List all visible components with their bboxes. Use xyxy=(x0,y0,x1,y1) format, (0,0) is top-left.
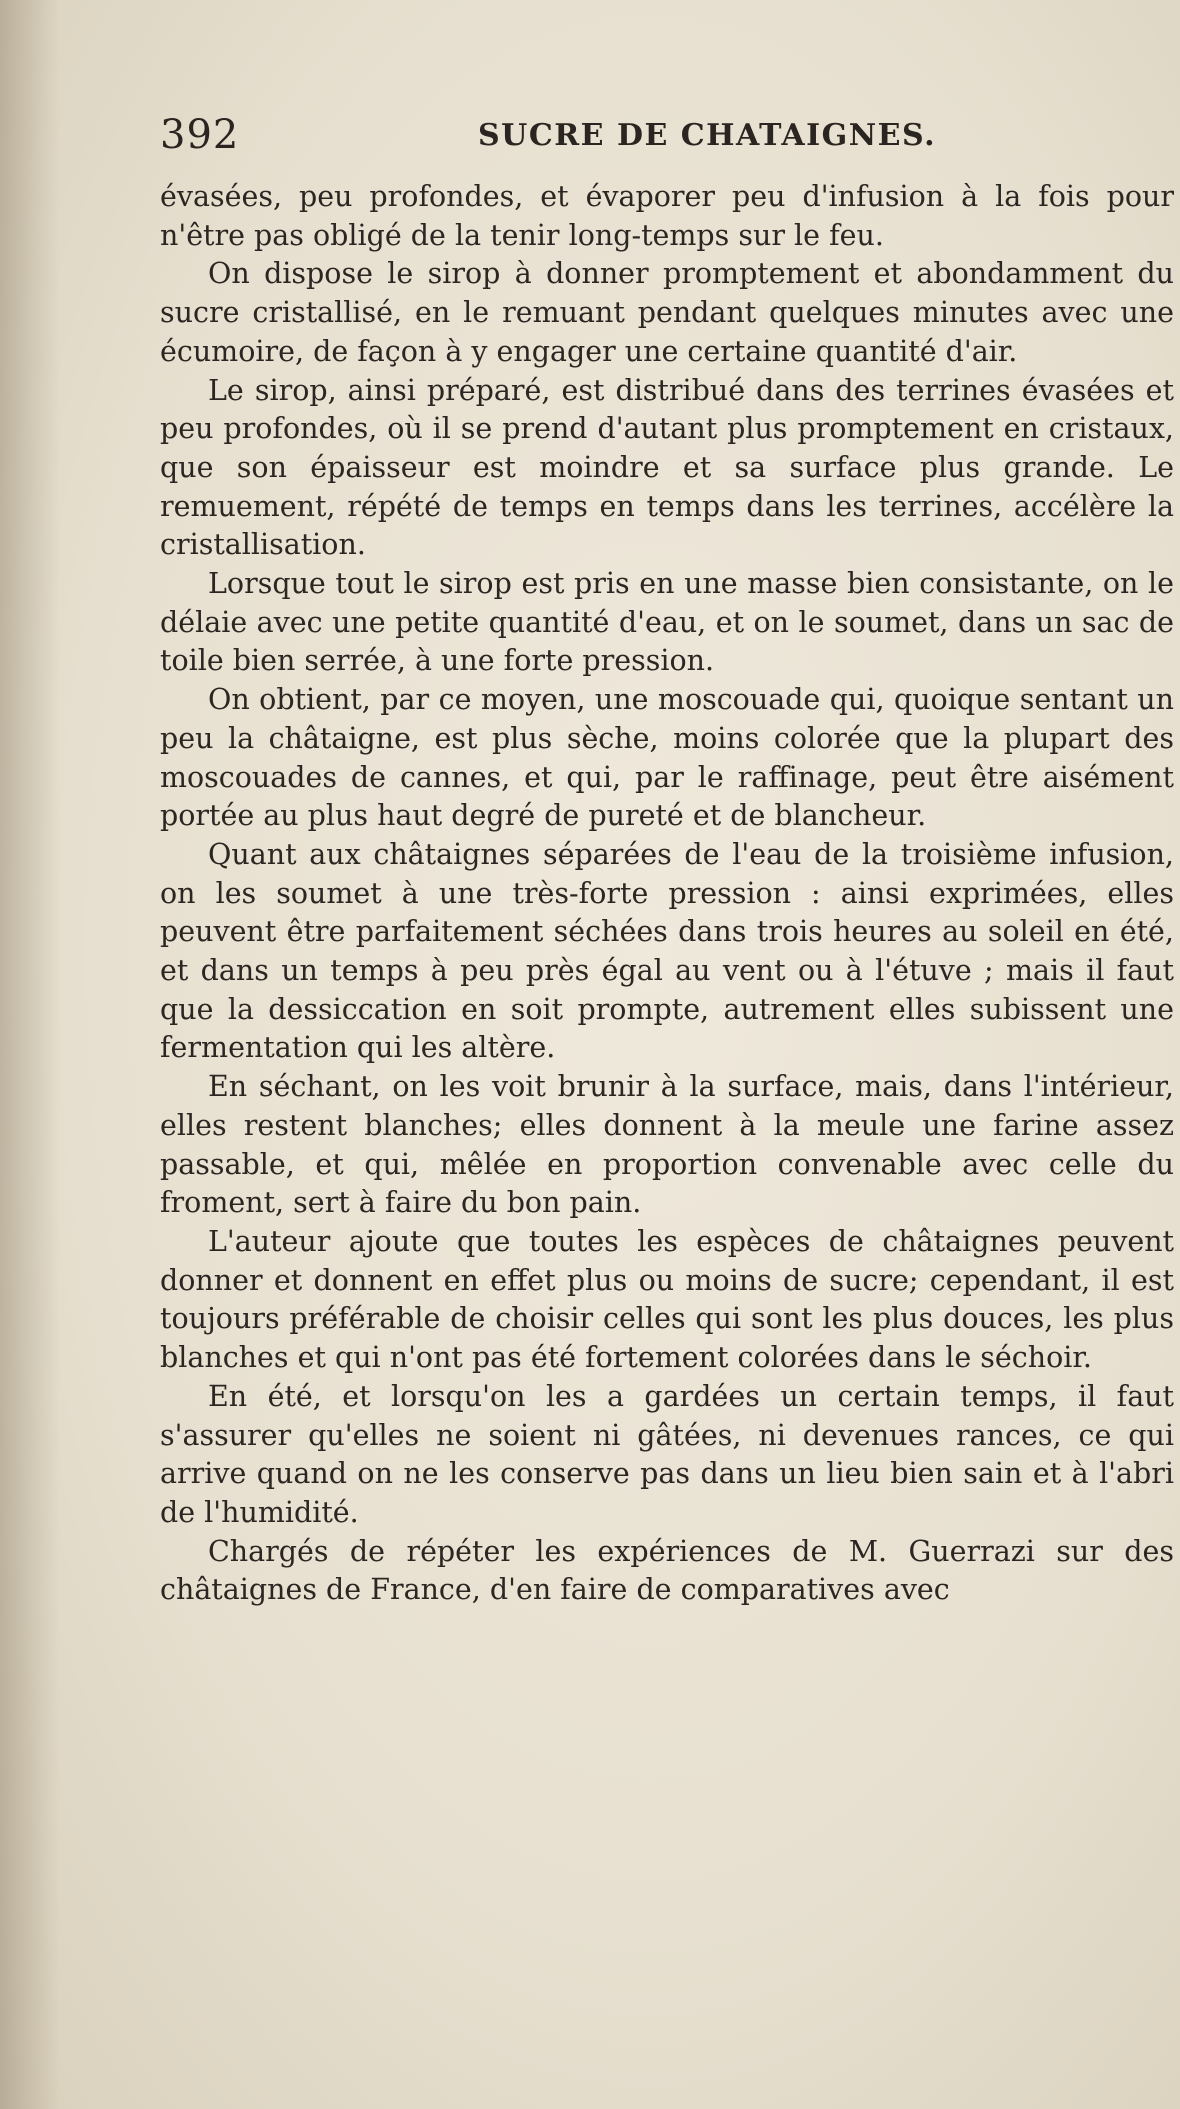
paragraph: Lorsque tout le sirop est pris en une masse bien consistante, on le délaie avec une petite quantité d'eau, et on le soumet, dans un sac de toile bien serrée, à une forte pression. xyxy=(160,567,1174,678)
gutter-shadow xyxy=(0,0,60,2109)
paragraph: Chargés de répéter les expériences de M. Guerrazi sur des châtaignes de France, d'en faire de comparatives avec xyxy=(160,1534,1174,1607)
running-head: SUCRE DE CHATAIGNES. xyxy=(478,118,937,153)
page-header xyxy=(160,112,1170,172)
paragraph: En séchant, on les voit brunir à la surface, mais, dans l'intérieur, elles restent blanches; elles donnent à la meule une farine assez passable, et qui, mêlée en proportion convenable avec celle du froment, sert à faire du bon pain. xyxy=(160,1070,1174,1220)
page-number: 392 xyxy=(160,112,240,158)
paragraph: évasées, peu profondes, et évaporer peu d'infusion à la fois pour n'être pas obligé de la tenir long-temps sur le feu. xyxy=(160,180,1174,252)
paragraph: Le sirop, ainsi préparé, est distribué dans des terrines évasées et peu profondes, où il se prend d'autant plus promptement en cristaux, que son épaisseur est moindre et sa surface plus grande. Le remuement, répété de temps en temps dans les terrines, accélère la cristallisation. xyxy=(160,373,1174,562)
paragraph: L'auteur ajoute que toutes les espèces de châtaignes peuvent donner et donnent en effet plus ou moins de sucre; cependant, il est toujours préférable de choisir celles qui sont les plus douces, les plus blanches et qui n'ont pas été fortement colorées dans le séchoir. xyxy=(160,1224,1174,1375)
body-text xyxy=(160,178,1174,1610)
paragraph: On obtient, par ce moyen, une moscouade qui, quoique sentant un peu la châtaigne, est plus sèche, moins colorée que la plupart des moscouades de cannes, et qui, par le raffinage, peut être aisément portée au plus haut degré de pureté et de blancheur. xyxy=(160,683,1174,833)
paragraph: Quant aux châtaignes séparées de l'eau de la troisième infusion, on les soumet à une très-forte pression : ainsi exprimées, elles peuvent être parfaitement séchées dans trois heures au soleil en été, et dans un temps à peu près égal au vent ou à l'étuve ; mais il faut que la dessiccation en soit prompte, autrement elles subissent une fermentation qui les altère. xyxy=(160,837,1174,1065)
paragraph: En été, et lorsqu'on les a gardées un certain temps, il faut s'assurer qu'elles ne soient ni gâtées, ni devenues rances, ce qui arrive quand on ne les conserve pas dans un lieu bien sain et à l'abri de l'humidité. xyxy=(160,1379,1174,1529)
paragraph: On dispose le sirop à donner promptement et abondamment du sucre cristallisé, en le remuant pendant quelques minutes avec une écumoire, de façon à y engager une certaine quantité d'air. xyxy=(160,257,1174,368)
